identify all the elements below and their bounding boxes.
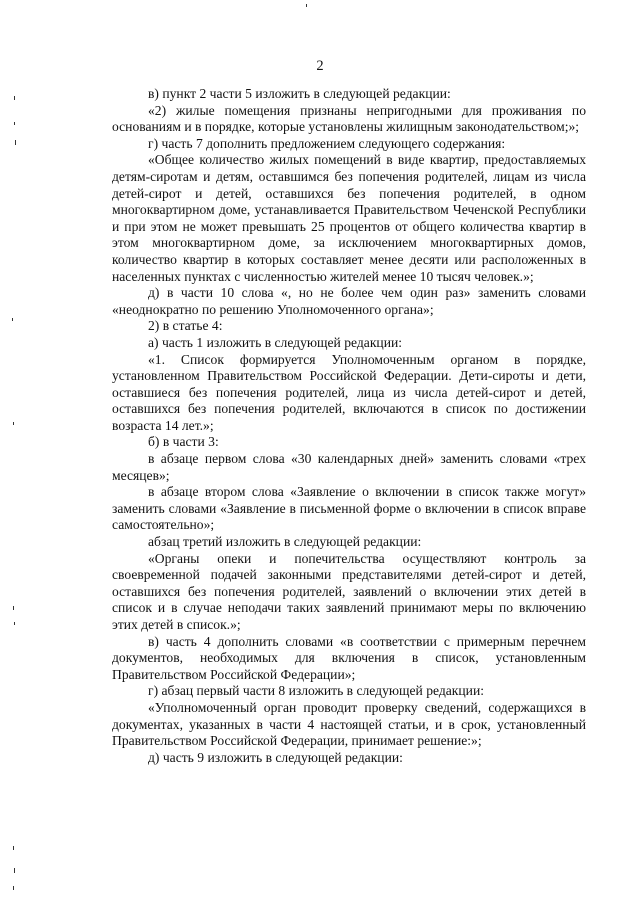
paragraph: б) в части 3:	[148, 434, 219, 450]
scan-artifact	[13, 886, 14, 890]
document-body	[112, 86, 586, 766]
paragraph: г) часть 7 дополнить предложением следующего содержания:	[148, 135, 506, 151]
paragraph: д) часть 9 изложить в следующей редакции:	[148, 749, 403, 765]
scan-artifact	[14, 622, 15, 625]
paragraph: 2) в статье 4:	[148, 318, 223, 334]
paragraph: в абзаце втором слова «Заявление о включении в список также могут» заменить словами «Заявление в письменной форме о включении в список вправе самостоятельно»;	[112, 484, 586, 533]
scan-artifact	[306, 4, 307, 7]
scan-artifact	[13, 606, 14, 610]
paragraph: «1. Список формируется Уполномоченным органом в порядке, установленном Правительством Российской Федерации. Дети-сироты и дети, оставшиеся без попечения родителей, лица из числа детей-сирот и детей, оставшихся без попечения родителей, включаются в список по достижении возраста 14 лет.»;	[112, 351, 586, 433]
scan-artifact	[14, 122, 15, 125]
paragraph: а) часть 1 изложить в следующей редакции:	[148, 334, 403, 350]
paragraph: д) в части 10 слова «, но не более чем один раз» заменить словами «неоднократно по решению Уполномоченного органа»;	[112, 285, 586, 317]
page-number: 2	[316, 58, 324, 74]
scan-artifact	[14, 96, 15, 100]
scan-artifact	[12, 318, 13, 321]
paragraph: «2) жилые помещения признаны непригодными для проживания по основаниям и в порядке, которые установлены жилищным законодательством;»;	[112, 102, 586, 135]
paragraph: в абзаце первом слова «30 календарных дней» заменить словами «трех месяцев»;	[112, 451, 586, 483]
paragraph: в) часть 4 дополнить словами «в соответствии с примерным перечнем документов, необходимых для включения в список, установленным Правительством Российской Федерации»;	[112, 633, 586, 682]
paragraph: «Общее количество жилых помещений в виде квартир, предоставляемых детям-сиротам и детям, оставшимся без попечения родителей, лицам из числа детей-сирот и детей, оставшихся без попечения родителей, в одном многоквартирном доме, устанавливается Правительством Чеченской Республики и при этом не может превышать 25 процентов от общего количества квартир в этом многоквартирном доме, за исключением многоквартирных домов, количество квартир в которых составляет менее десяти или расположенных в населенных пунктах с численностью жителей менее 10 тысяч человек.»;	[112, 152, 586, 284]
paragraph: абзац третий изложить в следующей редакции:	[148, 534, 422, 550]
paragraph: в) пункт 2 части 5 изложить в следующей редакции:	[148, 86, 451, 101]
scan-artifact	[14, 868, 15, 873]
paragraph: «Уполномоченный орган проводит проверку сведений, содержащихся в документах, указанных в части 4 настоящей статьи, и в срок, установленный Правительством Российской Федерации, принимает решение:»;	[112, 699, 586, 749]
paragraph: «Органы опеки и попечительства осуществляют контроль за своевременной подачей законными представителями детей-сирот и детей, оставшихся без попечения родителей, заявлений о включении этих детей в список и в случае неподачи таких заявлений принимают меры по включению этих детей в список.»;	[112, 550, 586, 632]
scan-artifact	[13, 422, 14, 425]
paragraph: г) абзац первый части 8 изложить в следующей редакции:	[148, 683, 485, 699]
scan-artifact	[13, 846, 14, 850]
scan-artifact	[15, 140, 16, 145]
